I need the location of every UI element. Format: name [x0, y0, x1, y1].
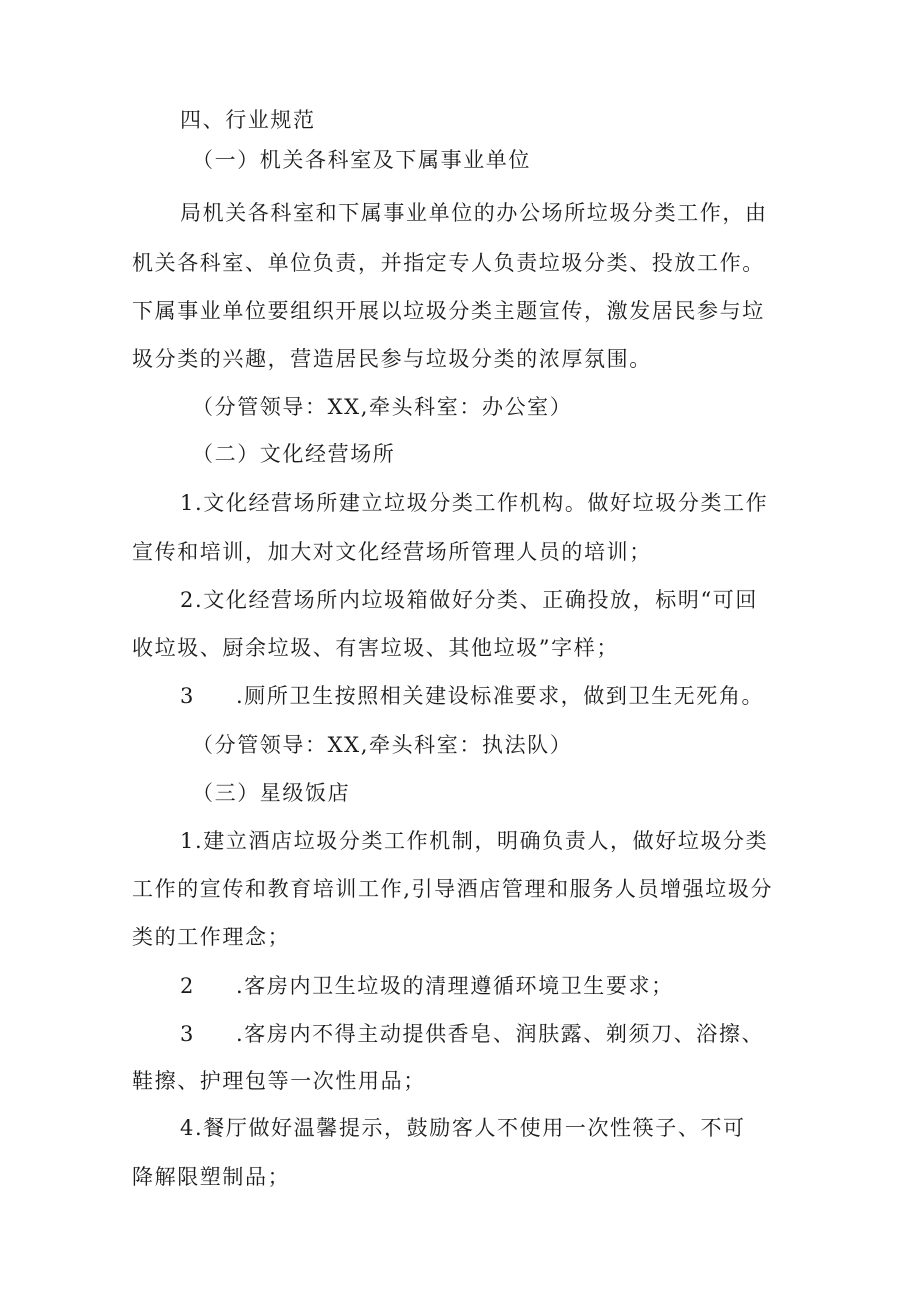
list-item-line [180, 676, 792, 716]
list-item-line: 工作的宣传和教育培训工作,引导酒店管理和服务人员增强垃圾分 [132, 877, 774, 901]
responsibility-note-2: （分管领导：XX,牵头科室：执法队） [192, 733, 573, 757]
list-item-line [180, 483, 792, 523]
list-item-line [180, 1108, 792, 1148]
item-text: .餐厅做好温馨提示，鼓励客人不使用一次性筷子、不可 [194, 1116, 746, 1140]
list-item-line [180, 580, 792, 620]
paragraph-line: 局机关各科室和下属事业单位的办公场所垃圾分类工作，由 [180, 201, 768, 225]
item-number: 4 [180, 1116, 195, 1140]
list-item-line: 类的工作理念； [132, 925, 291, 949]
list-item-line [180, 966, 792, 1006]
list-item-line [180, 821, 792, 861]
list-item-line [180, 1014, 792, 1054]
item-number: 1 [180, 829, 195, 853]
item-text: .文化经营场所建立垃圾分类工作机构。做好垃圾分类工作 [194, 491, 769, 515]
item-number: 1 [180, 491, 195, 515]
item-text: .厕所卫生按照相关建设标准要求，做到卫生无死角。 [236, 684, 765, 708]
list-item-line: 宣传和培训，加大对文化经营场所管理人员的培训； [132, 540, 652, 564]
section-heading: 四、行业规范 [180, 108, 316, 132]
subsection-title-2: （二）文化经营场所 [192, 442, 396, 466]
subsection-title-3: （三）星级饭店 [192, 781, 351, 805]
item-text: .建立酒店垃圾分类工作机制，明确负责人，做好垃圾分类 [194, 829, 769, 853]
responsibility-note-1: （分管领导：XX,牵头科室：办公室） [192, 395, 573, 419]
subsection-title-1: （一）机关各科室及下属事业单位 [192, 148, 531, 172]
list-item-line: 收垃圾、厨余垃圾、有害垃圾、其他垃圾”字样； [132, 636, 619, 660]
item-number: 3 [180, 1022, 195, 1046]
item-text: .文化经营场所内垃圾箱做好分类、正确投放，标明“可回 [194, 588, 758, 612]
paragraph-line: 圾分类的兴趣，营造居民参与垃圾分类的浓厚氛围。 [132, 347, 652, 371]
item-text: .客房内不得主动提供香皂、润肤露、剃须刀、浴擦、 [236, 1022, 765, 1046]
list-item-line: 降解限塑制品； [132, 1165, 291, 1189]
item-number: 2 [180, 974, 195, 998]
list-item-line: 鞋擦、护理包等一次性用品； [132, 1069, 426, 1093]
paragraph-line: 机关各科室、单位负责，并指定专人负责垃圾分类、投放工作。 [132, 251, 765, 275]
paragraph-line: 下属事业单位要组织开展以垃圾分类主题宣传，激发居民参与垃 [132, 299, 765, 323]
item-number: 2 [180, 588, 195, 612]
item-number: 3 [180, 684, 195, 708]
item-text: .客房内卫生垃圾的清理遵循环境卫生要求； [236, 974, 674, 998]
